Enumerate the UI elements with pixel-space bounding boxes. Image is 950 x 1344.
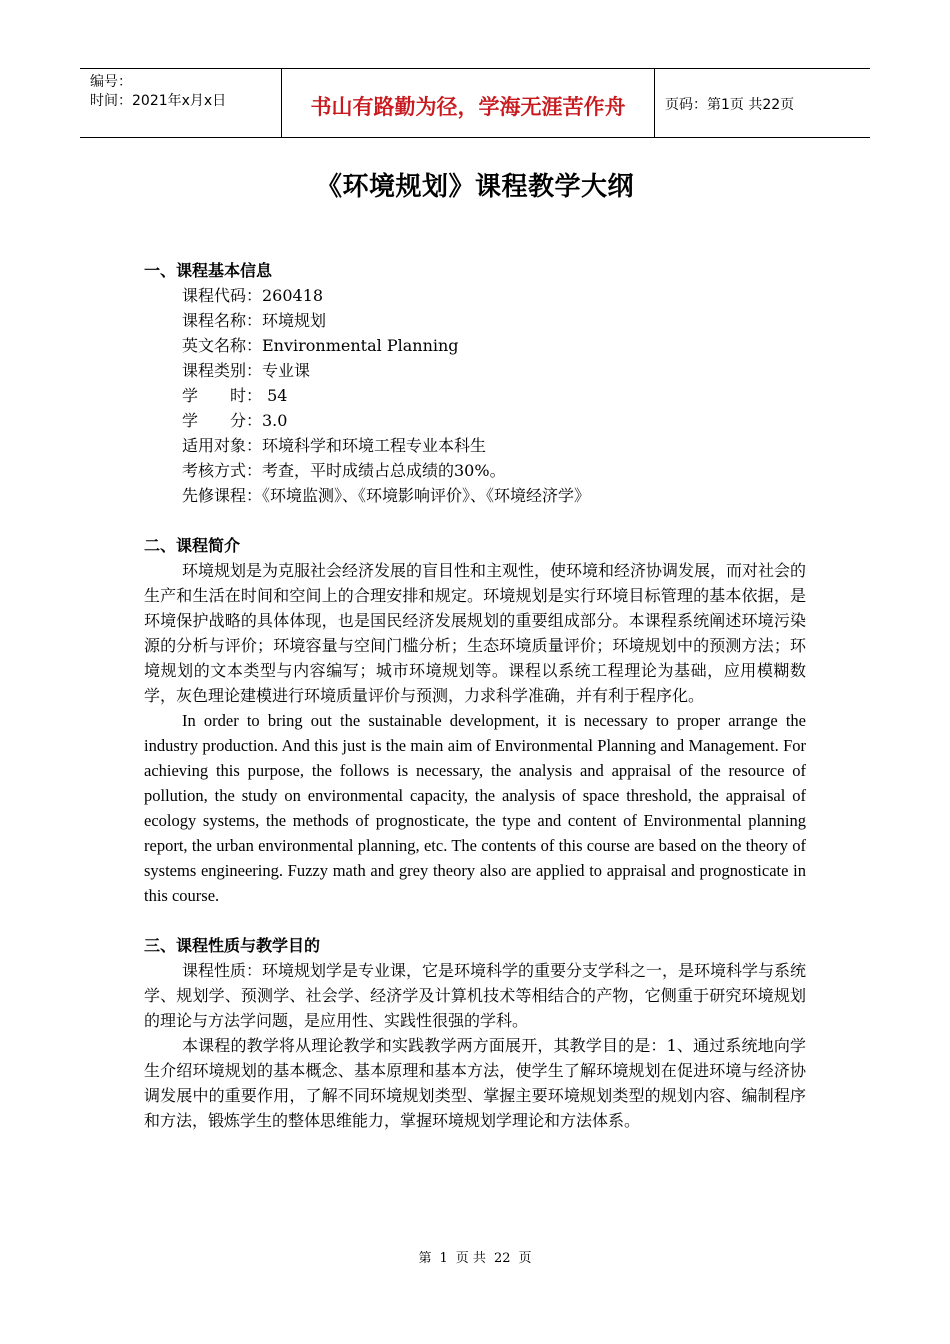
intro-paragraph-chinese: 环境规划是为克服社会经济发展的盲目性和主观性，使环境和经济协调发展，而对社会的生产和生活在时间和空间上的合理安排和规定。环境规划是实行环境目标管理的基本依据，是环境保护战略的具体体现，也是国民经济发展规划的重要组成部分。本课程系统阐述环境污染源的分析与评价；环境容量与空间门槛分析；生态环境质量评价；环境规划中的预测方法；环境规划的文本类型与内容编写；城市环境规划等。课程以系统工程理论为基础，应用模糊数学，灰色理论建模进行环境质量评价与预测，力求科学准确，并有利于程序化。 xyxy=(144,561,807,705)
time-label: 时间：2021年x月x日 xyxy=(90,93,227,109)
info-line-prerequisites: 先修课程：《环境监测》、《环境影响评价》、《环境经济学》 xyxy=(182,486,591,505)
footer-prefix: 第 xyxy=(418,1251,432,1266)
number-label: 编号： xyxy=(90,74,132,90)
info-line-code: 课程代码：260418 xyxy=(182,286,324,305)
footer-suffix: 页 xyxy=(518,1251,532,1266)
footer-total-pages: 22 xyxy=(493,1251,511,1266)
info-line-category: 课程类别：专业课 xyxy=(182,361,311,380)
section-heading-intro: 二、课程简介 xyxy=(144,536,241,555)
info-line-hours: 学 时： 54 xyxy=(182,386,288,405)
page-footer xyxy=(0,1247,950,1266)
nature-paragraph: 课程性质：环境规划学是专业课，它是环境科学的重要分支学科之一，是环境科学与系统学、规划学、预测学、社会学、经济学及计算机技术等相结合的产物，它侧重于研究环境规划的理论与方法学问题，是应用性、实践性很强的学科。 xyxy=(144,961,807,1030)
section-heading-basic-info: 一、课程基本信息 xyxy=(144,261,273,280)
section-heading-nature-purpose: 三、课程性质与教学目的 xyxy=(144,936,321,955)
header-meta xyxy=(80,69,282,137)
info-line-credits: 学 分：3.0 xyxy=(182,411,288,430)
spacer xyxy=(144,908,806,933)
document-body xyxy=(144,258,806,1133)
info-line-assessment: 考核方式：考查，平时成绩占总成绩的30%。 xyxy=(182,461,506,480)
spacer xyxy=(144,508,806,533)
header-page-info: 页码：第1页 共22页 xyxy=(665,97,795,113)
header-motto: 书山有路勤为径，学海无涯苦作舟 xyxy=(282,69,655,137)
intro-paragraph-english: In order to bring out the sustainable development, it is necessary to proper arrange the industry production. And this just is the main aim of Environmental Planning and Management. For achieving this purpose, the follows is necessary, the analysis and appraisal of the resource of pollution, the study on environmental capacity, the analysis of space threshold, the appraisal of ecology systems, the methods of prognosticate, the type and content of Environmental planning report, the urban environmental planning, etc. The contents of this course are based on the theory of systems engineering. Fuzzy math and grey theory also are applied to appraisal and prognosticate in this course. xyxy=(144,711,806,905)
info-line-audience: 适用对象：环境科学和环境工程专业本科生 xyxy=(182,436,487,455)
document-title: 《环境规划》课程教学大纲 xyxy=(315,172,634,202)
page-header xyxy=(80,68,870,138)
footer-page-number: 1 xyxy=(439,1251,448,1266)
footer-mid: 页 共 xyxy=(455,1251,486,1266)
purpose-paragraph: 本课程的教学将从理论教学和实践教学两方面展开，其教学目的是：1、通过系统地向学生介绍环境规划的基本概念、基本原理和基本方法，使学生了解环境规划在促进环境与经济协调发展中的重要作用，了解不同环境规划类型、掌握主要环境规划类型的规划内容、编制程序和方法，锻炼学生的整体思维能力，掌握环境规划学理论和方法体系。 xyxy=(144,1036,806,1130)
info-line-english-name: 英文名称：Environmental Planning xyxy=(182,336,459,355)
info-line-name: 课程名称：环境规划 xyxy=(182,311,327,330)
